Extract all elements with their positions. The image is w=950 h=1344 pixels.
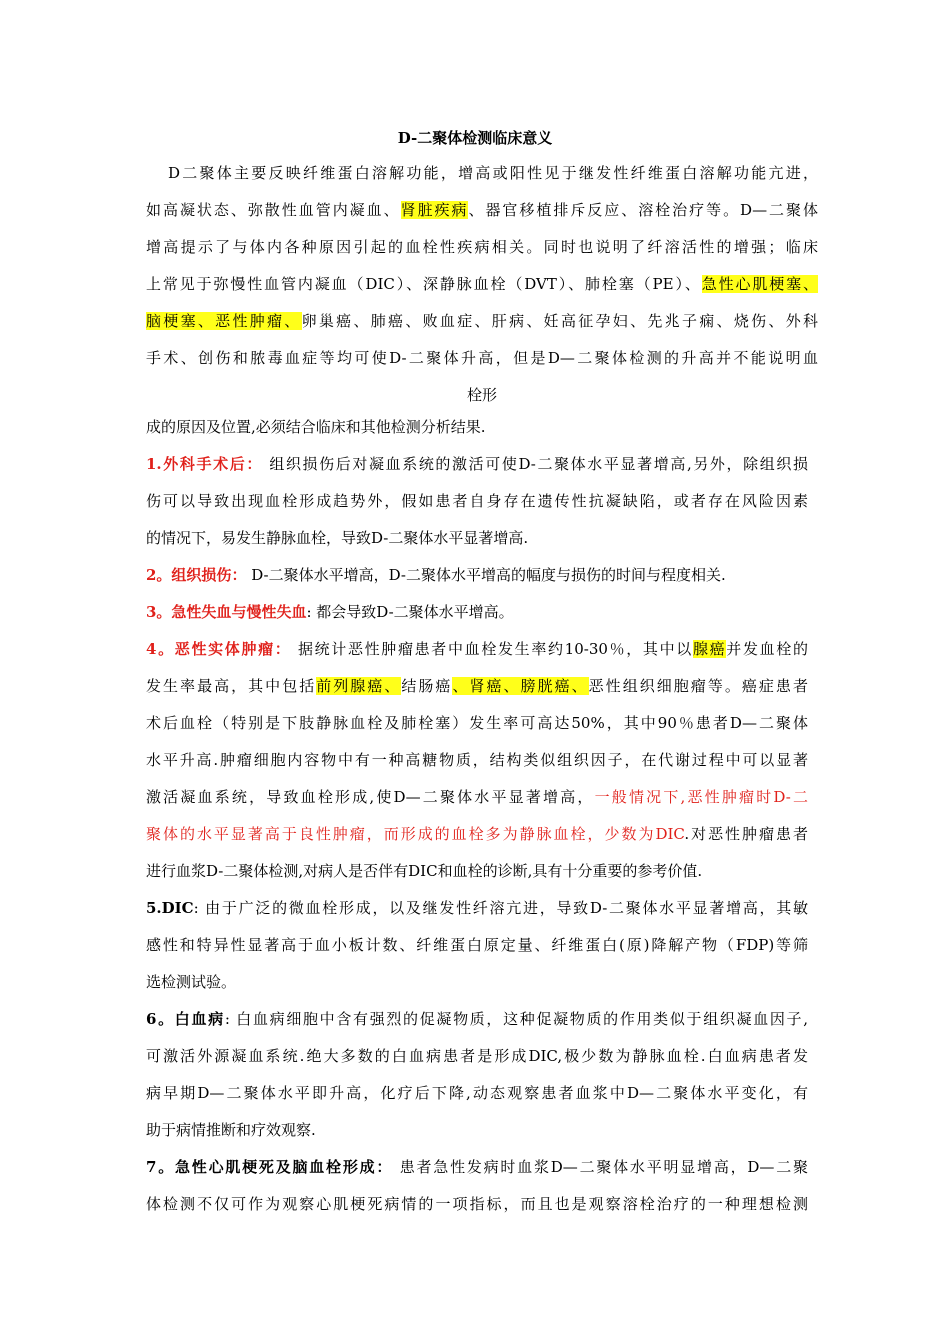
section-7: 7。急性心肌梗死及脑血栓形成： 患者急性发病时血浆D—二聚体水平明显增高，D—二聚 (146, 1158, 808, 1176)
intro-paragraph (146, 155, 818, 414)
intro-line: 如高凝状态、弥散性血管内凝血、肾脏疾病、器官移植排斥反应、溶栓治疗等。D—二聚体 (146, 201, 818, 219)
section-1: 1.外科手术后： 组织损伤后对凝血系统的激活可使D-二聚体水平显著增高,另外，除组织损 (146, 455, 808, 473)
section-3: 3。急性失血与慢性失血: 都会导致D-二聚体水平增高。 (146, 603, 514, 621)
section-4-line: 聚体的水平显著高于良性肿瘤，而形成的血栓多为静脉血栓，少数为DIC.对恶性肿瘤患者 (146, 825, 808, 843)
section-6: 6。白血病: 白血病细胞中含有强烈的促凝物质，这种促凝物质的作用类似于组织凝血因子, (146, 1010, 809, 1028)
red-text: 聚体的水平显著高于良性肿瘤，而形成的血栓多为静脉血栓，少数为DIC (146, 825, 685, 843)
section-heading: 6。白血病 (146, 1010, 225, 1028)
section-4-line: 发生率最高，其中包括前列腺癌、结肠癌、肾癌、膀胱癌、恶性组织细胞瘤等。癌症患者 (146, 677, 808, 695)
section-heading: 7。急性心肌梗死及脑血栓形成： (146, 1158, 394, 1176)
highlight: 腺癌 (692, 640, 727, 658)
section-6-line: 病早期D—二聚体水平即升高，化疗后下降,动态观察患者血浆中D—二聚体水平变化，有 (146, 1084, 808, 1102)
section-4-line: 进行血浆D-二聚体检测,对病人是否伴有DIC和血栓的诊断,具有十分重要的参考价值. (146, 862, 703, 880)
highlight: 肾脏疾病 (400, 201, 469, 219)
intro-line: D二聚体主要反映纤维蛋白溶解功能，增高或阳性见于继发性纤维蛋白溶解功能亢进， (168, 164, 818, 182)
section-4-line: 术后血栓（特别是下肢静脉血栓及肺栓塞）发生率可高达50%，其中90％患者D—二聚体 (146, 714, 808, 732)
red-text: 一般情况下,恶性肿瘤时D-二 (594, 788, 808, 806)
section-6-line: 助于病情推断和疗效观察. (146, 1121, 316, 1139)
intro-line: 手术、创伤和脓毒血症等均可使D-二聚体升高，但是D—二聚体检测的升高并不能说明血 (146, 349, 818, 367)
section-5-line: 选检测试验。 (146, 973, 237, 991)
section-5-line: 感性和特异性显著高于血小板计数、纤维蛋白原定量、纤维蛋白(原)降解产物（FDP)等筛 (146, 936, 808, 954)
page-title: D-二聚体检测临床意义 (397, 129, 553, 147)
section-2: 2。组织损伤： D-二聚体水平增高，D-二聚体水平增高的幅度与损伤的时间与程度相关. (146, 566, 726, 584)
section-4-line: 激活凝血系统，导致血栓形成,使D—二聚体水平显著增高，一般情况下,恶性肿瘤时D-二 (146, 788, 808, 806)
section-heading: 3。急性失血与慢性失血 (146, 603, 307, 621)
section-6-line: 可激活外源凝血系统.绝大多数的白血病患者是形成DIC,极少数为静脉血栓.白血病患者发 (146, 1047, 808, 1065)
highlight: 、肾癌、膀胱癌、 (452, 677, 589, 695)
body-text (146, 409, 808, 1223)
section-heading: 4。恶性实体肿瘤： (146, 640, 292, 658)
highlight: 急性心肌梗塞、 (701, 275, 818, 293)
intro-line: 成的原因及位置,必须结合临床和其他检测分析结果. (146, 418, 486, 436)
section-5: 5.DIC: 由于广泛的微血栓形成，以及继发性纤溶亢进，导致D-二聚体水平显著增高，其敏 (146, 899, 808, 917)
intro-line: 增高提示了与体内各种原因引起的血栓性疾病相关。同时也说明了纤溶活性的增强；临床 (146, 238, 818, 256)
section-4: 4。恶性实体肿瘤： 据统计恶性肿瘤患者中血栓发生率约10-30％，其中以腺癌并发血栓的 (146, 640, 808, 658)
intro-line: 脑梗塞、恶性肿瘤、卵巢癌、肺癌、败血症、肝病、妊高征孕妇、先兆子痫、烧伤、外科 (146, 312, 818, 330)
section-heading: 1.外科手术后： (146, 455, 263, 473)
section-1-line: 伤可以导致出现血栓形成趋势外，假如患者自身存在遗传性抗凝缺陷，或者存在风险因素 (146, 492, 808, 510)
section-heading: 2。组织损伤： (146, 566, 247, 584)
section-4-line: 水平升高.肿瘤细胞内容物中有一种高糖物质，结构类似组织因子，在代谢过程中可以显著 (146, 751, 808, 769)
section-7-line: 体检测不仅可作为观察心肌梗死病情的一项指标，而且也是观察溶栓治疗的一种理想检测 (146, 1195, 808, 1213)
highlight: 脑梗塞、恶性肿瘤、 (146, 312, 302, 330)
section-heading: 5.DIC (146, 899, 194, 917)
highlight: 前列腺癌、 (316, 677, 402, 695)
section-1-line: 的情况下，易发生静脉血栓，导致D-二聚体水平显著增高. (146, 529, 529, 547)
intro-line: 栓形 (466, 386, 497, 404)
intro-line: 上常见于弥慢性血管内凝血（DIC）、深静脉血栓（DVT）、肺栓塞（PE）、急性心肌梗塞、 (146, 275, 818, 293)
